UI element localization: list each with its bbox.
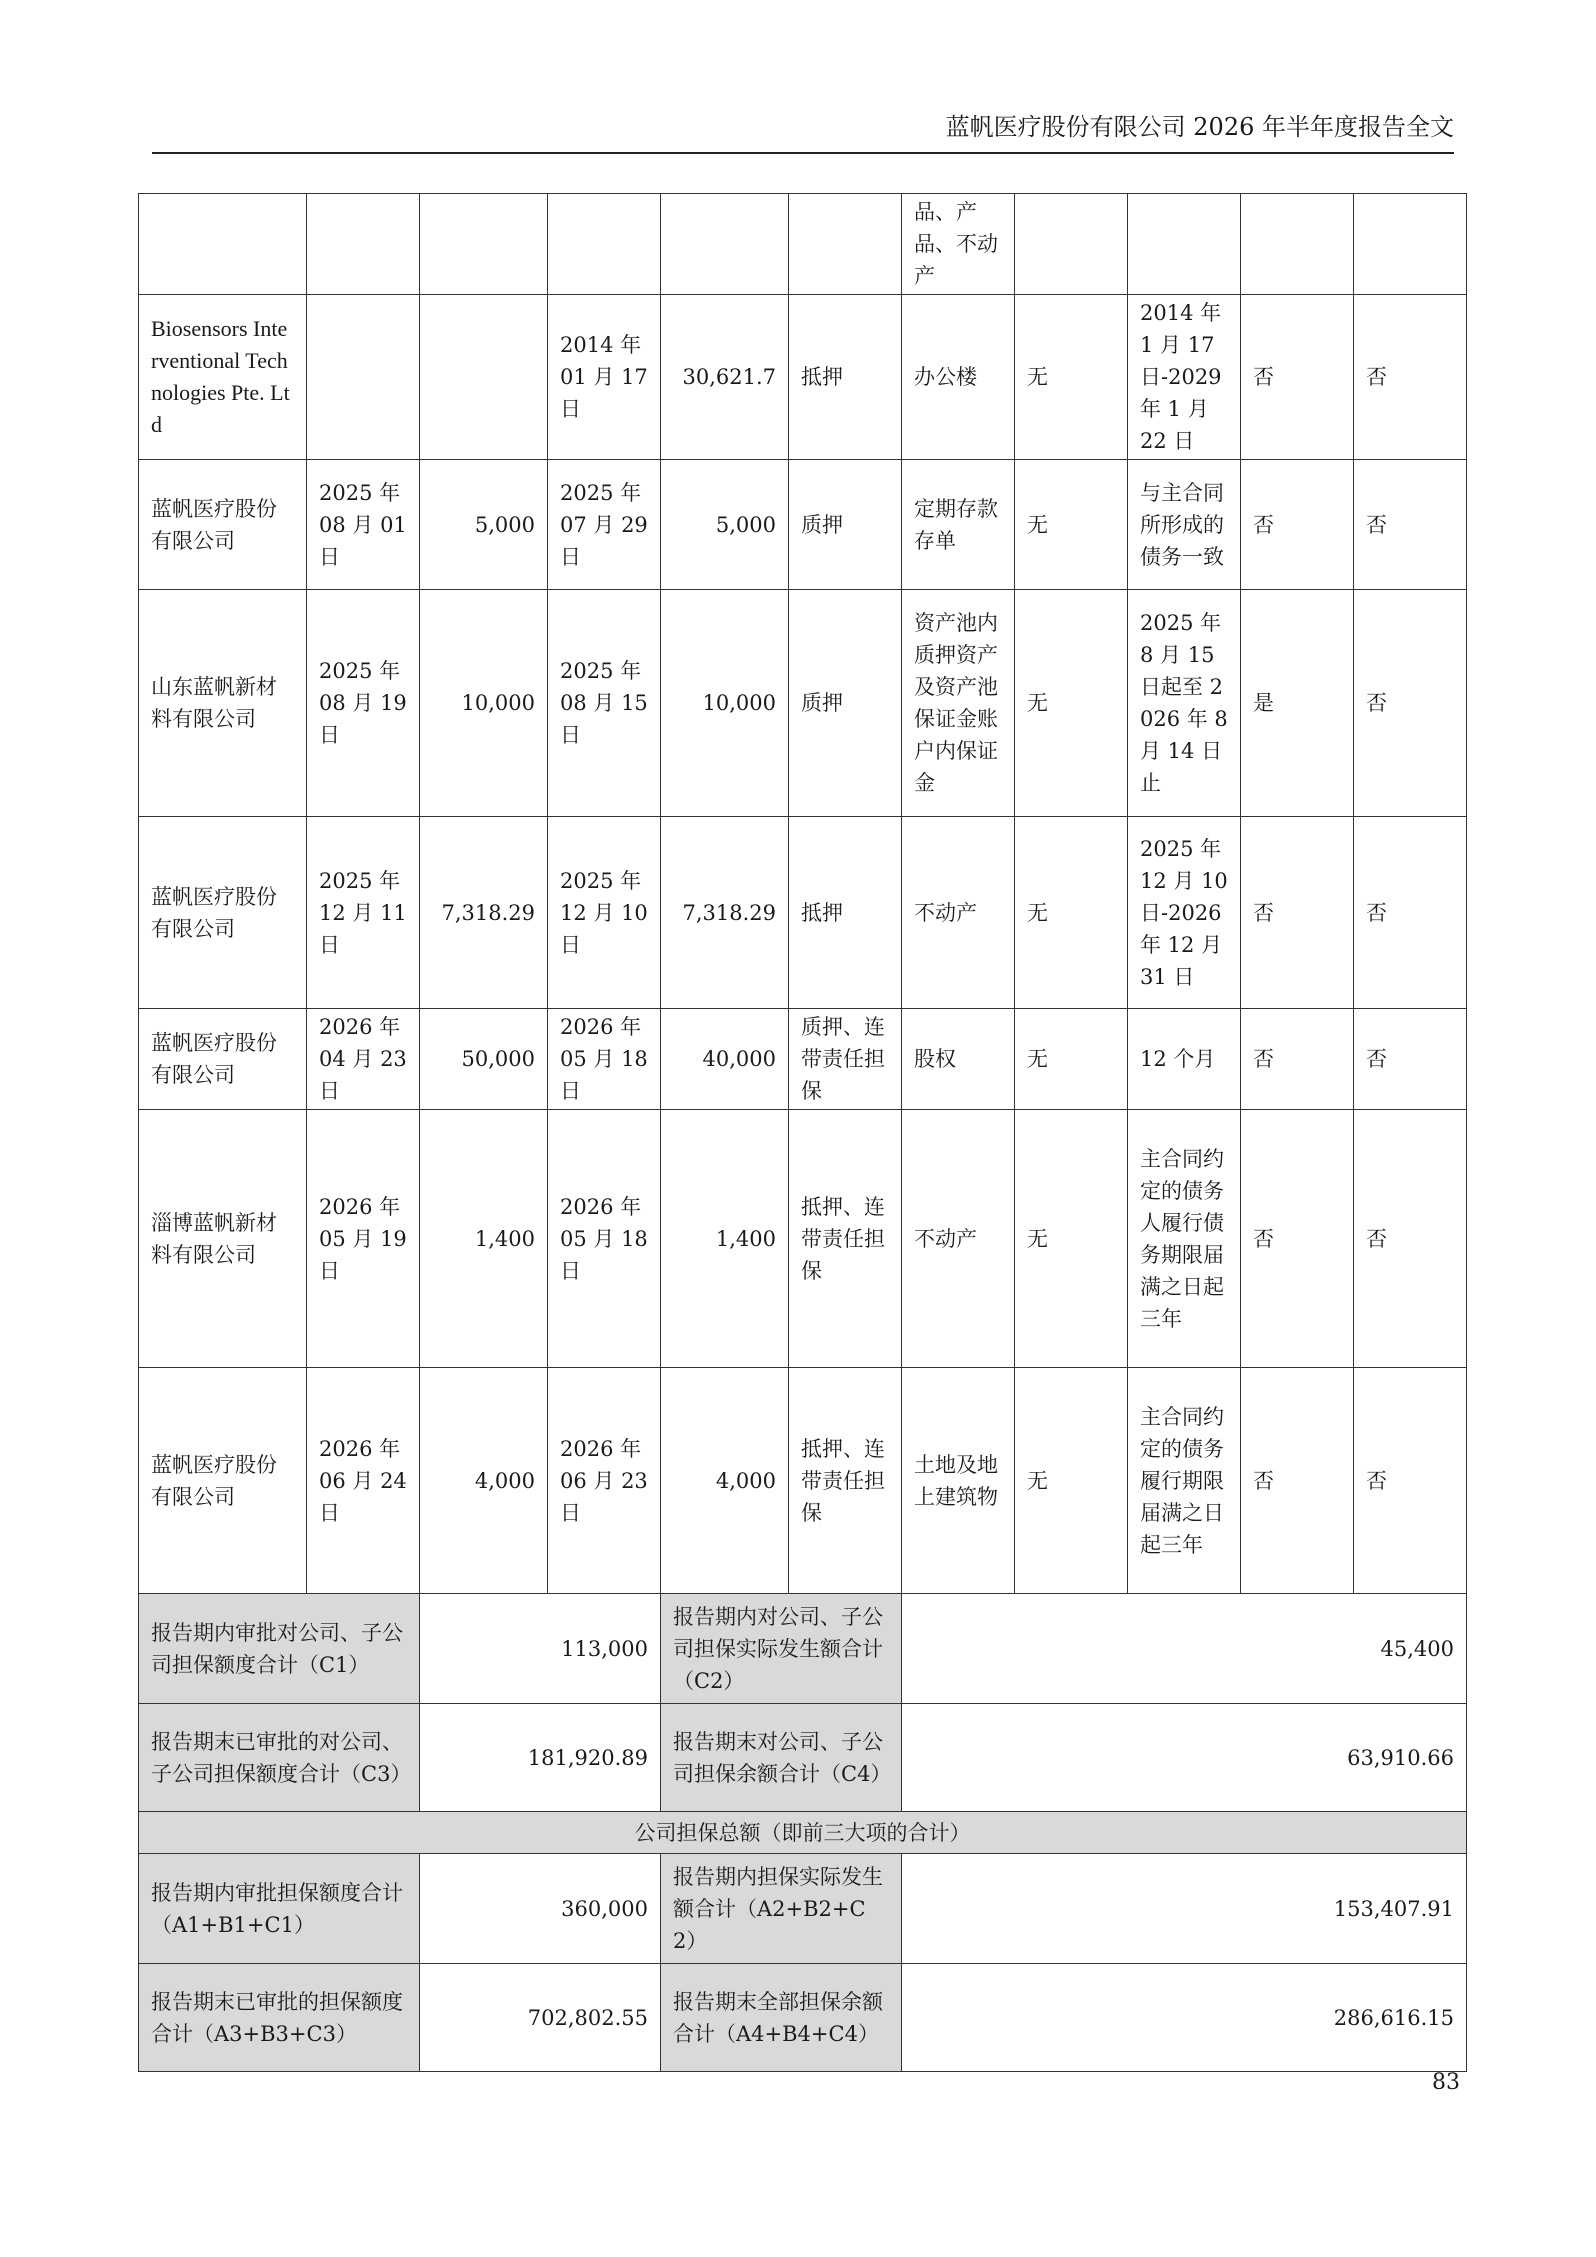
cell-obligor: 蓝帆医疗股份有限公司 — [139, 1009, 307, 1110]
table-row — [139, 194, 1467, 295]
cell-approved-amount — [420, 295, 548, 460]
cell-guarantee-type: 质押 — [789, 590, 902, 817]
cell-counter-guarantee — [1015, 194, 1128, 295]
cell-guarantee-type: 抵押 — [789, 295, 902, 460]
d-total-value: 286,616.15 — [902, 1964, 1467, 2072]
cell-approval-date: 2025 年 08 月 19 日 — [307, 590, 420, 817]
cell-related-party: 否 — [1354, 1368, 1467, 1594]
table-row — [139, 460, 1467, 590]
cell-counter-guarantee: 无 — [1015, 590, 1128, 817]
cell-related-party: 否 — [1354, 460, 1467, 590]
cell-approval-date — [307, 295, 420, 460]
cell-actual-amount: 5,000 — [661, 460, 789, 590]
c4-value: 63,910.66 — [902, 1704, 1467, 1812]
cell-collateral: 股权 — [902, 1009, 1015, 1110]
cell-counter-guarantee: 无 — [1015, 460, 1128, 590]
cell-actual-amount: 7,318.29 — [661, 817, 789, 1009]
cell-guarantee-type — [789, 194, 902, 295]
table-row — [139, 1368, 1467, 1594]
cell-approval-date — [307, 194, 420, 295]
cell-actual-date: 2025 年 07 月 29 日 — [548, 460, 661, 590]
cell-guarantee-type: 质押 — [789, 460, 902, 590]
cell-related-party: 否 — [1354, 295, 1467, 460]
cell-approved-amount: 7,318.29 — [420, 817, 548, 1009]
cell-collateral: 不动产 — [902, 1110, 1015, 1368]
cell-related-party: 否 — [1354, 1110, 1467, 1368]
cell-fulfilled: 否 — [1241, 817, 1354, 1009]
cell-approval-date: 2026 年 06 月 24 日 — [307, 1368, 420, 1594]
cell-fulfilled: 否 — [1241, 295, 1354, 460]
header-divider — [152, 152, 1454, 154]
cell-related-party — [1354, 194, 1467, 295]
cell-related-party: 否 — [1354, 817, 1467, 1009]
c1-label: 报告期内审批对公司、子公司担保额度合计（C1） — [139, 1594, 420, 1704]
cell-counter-guarantee: 无 — [1015, 1009, 1128, 1110]
table-row — [139, 295, 1467, 460]
b-total-value: 153,407.91 — [902, 1854, 1467, 1964]
table-row — [139, 1009, 1467, 1110]
cell-collateral: 土地及地上建筑物 — [902, 1368, 1015, 1594]
cell-actual-amount: 40,000 — [661, 1009, 789, 1110]
cell-approval-date: 2026 年 05 月 19 日 — [307, 1110, 420, 1368]
c-total-value: 702,802.55 — [420, 1964, 661, 2072]
cell-counter-guarantee: 无 — [1015, 1368, 1128, 1594]
cell-related-party: 否 — [1354, 1009, 1467, 1110]
cell-guarantee-type: 抵押、连带责任担保 — [789, 1110, 902, 1368]
total-summary-row-2 — [139, 1964, 1467, 2072]
cell-obligor: 淄博蓝帆新材料有限公司 — [139, 1110, 307, 1368]
cell-guarantee-period: 2025 年 12 月 10 日-2026 年 12 月 31 日 — [1128, 817, 1241, 1009]
cell-obligor: Biosensors Interventional Technologies Pte. Ltd — [139, 295, 307, 460]
total-summary-row-1 — [139, 1854, 1467, 1964]
table-row — [139, 1110, 1467, 1368]
cell-actual-date: 2026 年 05 月 18 日 — [548, 1110, 661, 1368]
cell-approved-amount: 4,000 — [420, 1368, 548, 1594]
c2-value: 45,400 — [902, 1594, 1467, 1704]
cell-guarantee-type: 抵押、连带责任担保 — [789, 1368, 902, 1594]
cell-guarantee-type: 抵押 — [789, 817, 902, 1009]
cell-actual-date: 2026 年 06 月 23 日 — [548, 1368, 661, 1594]
c1-value: 113,000 — [420, 1594, 661, 1704]
cell-guarantee-period: 2025 年 8 月 15 日起至 2026 年 8 月 14 日止 — [1128, 590, 1241, 817]
section-title: 公司担保总额（即前三大项的合计） — [139, 1812, 1467, 1854]
cell-fulfilled: 是 — [1241, 590, 1354, 817]
cell-guarantee-period: 与主合同所形成的债务一致 — [1128, 460, 1241, 590]
cell-actual-amount: 30,621.7 — [661, 295, 789, 460]
cell-actual-date: 2014 年 01 月 17 日 — [548, 295, 661, 460]
c2-label: 报告期内对公司、子公司担保实际发生额合计（C2） — [661, 1594, 902, 1704]
cell-fulfilled — [1241, 194, 1354, 295]
cell-approval-date: 2025 年 08 月 01 日 — [307, 460, 420, 590]
d-total-label: 报告期末全部担保余额合计（A4+B4+C4） — [661, 1964, 902, 2072]
cell-guarantee-period: 12 个月 — [1128, 1009, 1241, 1110]
cell-collateral: 品、产品、不动产 — [902, 194, 1015, 295]
cell-related-party: 否 — [1354, 590, 1467, 817]
section-title-row — [139, 1812, 1467, 1854]
cell-obligor: 蓝帆医疗股份有限公司 — [139, 1368, 307, 1594]
report-header-title: 蓝帆医疗股份有限公司 2026 年半年度报告全文 — [945, 113, 1454, 141]
cell-guarantee-period: 主合同约定的债务履行期限届满之日起三年 — [1128, 1368, 1241, 1594]
table-row — [139, 590, 1467, 817]
cell-fulfilled: 否 — [1241, 1110, 1354, 1368]
cell-counter-guarantee: 无 — [1015, 1110, 1128, 1368]
cell-fulfilled: 否 — [1241, 1368, 1354, 1594]
subsidiary-summary-row-1 — [139, 1594, 1467, 1704]
cell-obligor: 蓝帆医疗股份有限公司 — [139, 817, 307, 1009]
guarantee-table — [138, 193, 1467, 2072]
a-total-label: 报告期内审批担保额度合计（A1+B1+C1） — [139, 1854, 420, 1964]
cell-guarantee-type: 质押、连带责任担保 — [789, 1009, 902, 1110]
cell-actual-date — [548, 194, 661, 295]
c-total-label: 报告期末已审批的担保额度合计（A3+B3+C3） — [139, 1964, 420, 2072]
cell-collateral: 不动产 — [902, 817, 1015, 1009]
cell-actual-amount — [661, 194, 789, 295]
cell-approved-amount — [420, 194, 548, 295]
cell-approval-date: 2026 年 04 月 23 日 — [307, 1009, 420, 1110]
cell-obligor: 蓝帆医疗股份有限公司 — [139, 460, 307, 590]
cell-actual-amount: 4,000 — [661, 1368, 789, 1594]
cell-collateral: 定期存款存单 — [902, 460, 1015, 590]
table-row — [139, 817, 1467, 1009]
cell-collateral: 办公楼 — [902, 295, 1015, 460]
cell-actual-amount: 10,000 — [661, 590, 789, 817]
cell-approval-date: 2025 年 12 月 11 日 — [307, 817, 420, 1009]
cell-counter-guarantee: 无 — [1015, 817, 1128, 1009]
a-total-value: 360,000 — [420, 1854, 661, 1964]
subsidiary-summary-row-2 — [139, 1704, 1467, 1812]
cell-obligor — [139, 194, 307, 295]
cell-fulfilled: 否 — [1241, 1009, 1354, 1110]
b-total-label: 报告期内担保实际发生额合计（A2+B2+C2） — [661, 1854, 902, 1964]
cell-guarantee-period: 主合同约定的债务人履行债务期限届满之日起三年 — [1128, 1110, 1241, 1368]
cell-approved-amount: 1,400 — [420, 1110, 548, 1368]
page-number: 83 — [1432, 2070, 1460, 2095]
cell-actual-amount: 1,400 — [661, 1110, 789, 1368]
cell-obligor: 山东蓝帆新材料有限公司 — [139, 590, 307, 817]
cell-approved-amount: 5,000 — [420, 460, 548, 590]
c4-label: 报告期末对公司、子公司担保余额合计（C4） — [661, 1704, 902, 1812]
cell-approved-amount: 50,000 — [420, 1009, 548, 1110]
cell-guarantee-period — [1128, 194, 1241, 295]
cell-fulfilled: 否 — [1241, 460, 1354, 590]
cell-counter-guarantee: 无 — [1015, 295, 1128, 460]
cell-actual-date: 2025 年 08 月 15 日 — [548, 590, 661, 817]
cell-guarantee-period: 2014 年 1 月 17 日-2029 年 1 月 22 日 — [1128, 295, 1241, 460]
cell-approved-amount: 10,000 — [420, 590, 548, 817]
c3-label: 报告期末已审批的对公司、子公司担保额度合计（C3） — [139, 1704, 420, 1812]
cell-actual-date: 2025 年 12 月 10 日 — [548, 817, 661, 1009]
cell-collateral: 资产池内质押资产及资产池保证金账户内保证金 — [902, 590, 1015, 817]
c3-value: 181,920.89 — [420, 1704, 661, 1812]
cell-actual-date: 2026 年 05 月 18 日 — [548, 1009, 661, 1110]
